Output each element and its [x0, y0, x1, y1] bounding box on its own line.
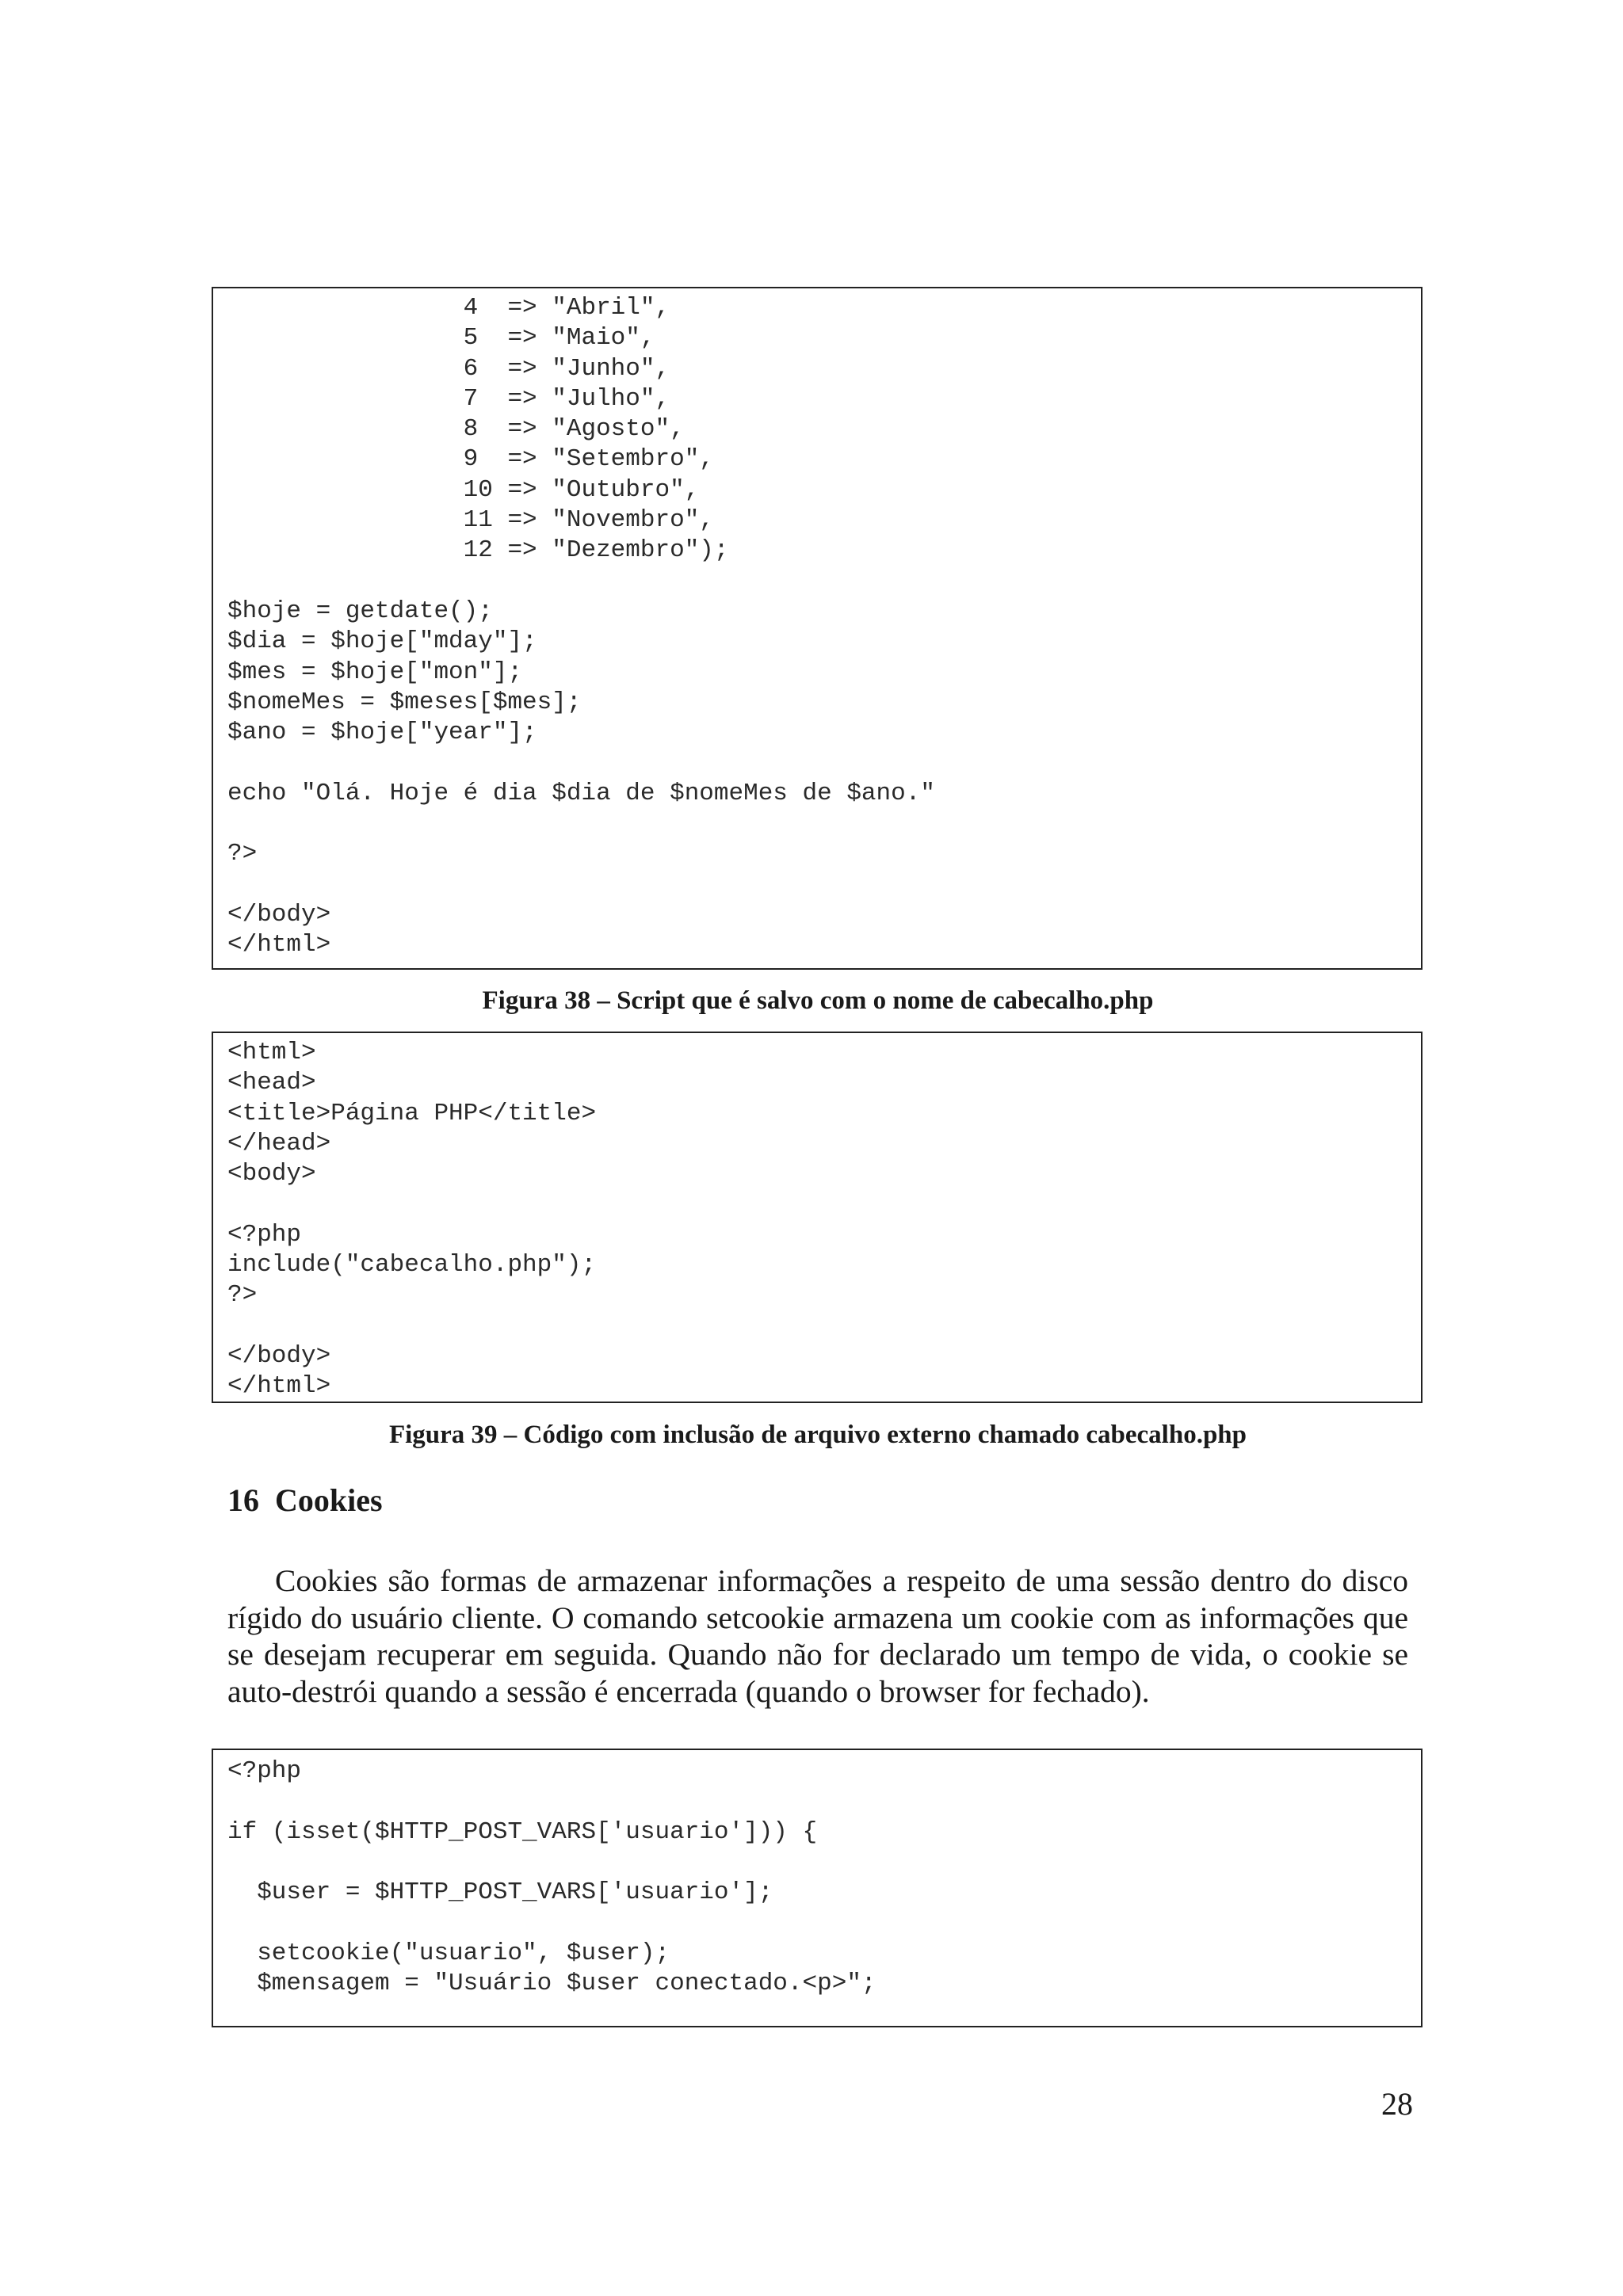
code-text: <?php if (isset($HTTP_POST_VARS['usuario'])) { $user = $HTTP_POST_VARS['usuario']; setcookie("usuario", $user); $mensagem = "Usuário $user conectado.<p>"; [227, 1757, 876, 1998]
code-block-setcookie [212, 1749, 1423, 2027]
code-text: <html> <head> <title>Página PHP</title> </head> <body> <?php include("cabecalho.php"); ?> </body> </html> [227, 1039, 597, 1401]
code-block-include [212, 1032, 1423, 1403]
section-title: Cookies [275, 1482, 383, 1518]
body-paragraph: Cookies são formas de armazenar informações a respeito de uma sessão dentro do disco rígido do usuário cliente. O comando setcookie armazena um cookie com as informações que se desejam recuperar em seguida. Quando não for declarado um tempo de vida, o cookie se auto-destrói quando a sessão é encerrada (quando o browser for fechado). [227, 1563, 1408, 1709]
section-number: 16 [227, 1482, 259, 1518]
code-text: 4 => "Abril", 5 => "Maio", 6 => "Junho", 7 => "Julho", 8 => "Agosto", 9 => "Setembro", 10 => "Outubro", 11 => "Novembro", 12 => "Dezembro"); $hoje = getdate(); $dia = $hoje["mday"]; $mes = $hoje["mon"]; $nomeMes = $meses[$mes]; $ano = $hoje["year"]; echo "Olá. Hoje é dia $dia de $nomeMes de $ano." ?> </body> </html> [227, 294, 935, 959]
figure-38-caption: Figura 38 – Script que é salvo com o nome de cabecalho.php [482, 986, 1154, 1015]
figure-39-caption: Figura 39 – Código com inclusão de arquivo externo chamado cabecalho.php [388, 1421, 1247, 1449]
code-block-month-array [212, 287, 1423, 970]
section-heading [227, 1482, 383, 1520]
page-number: 28 [1381, 2086, 1413, 2122]
